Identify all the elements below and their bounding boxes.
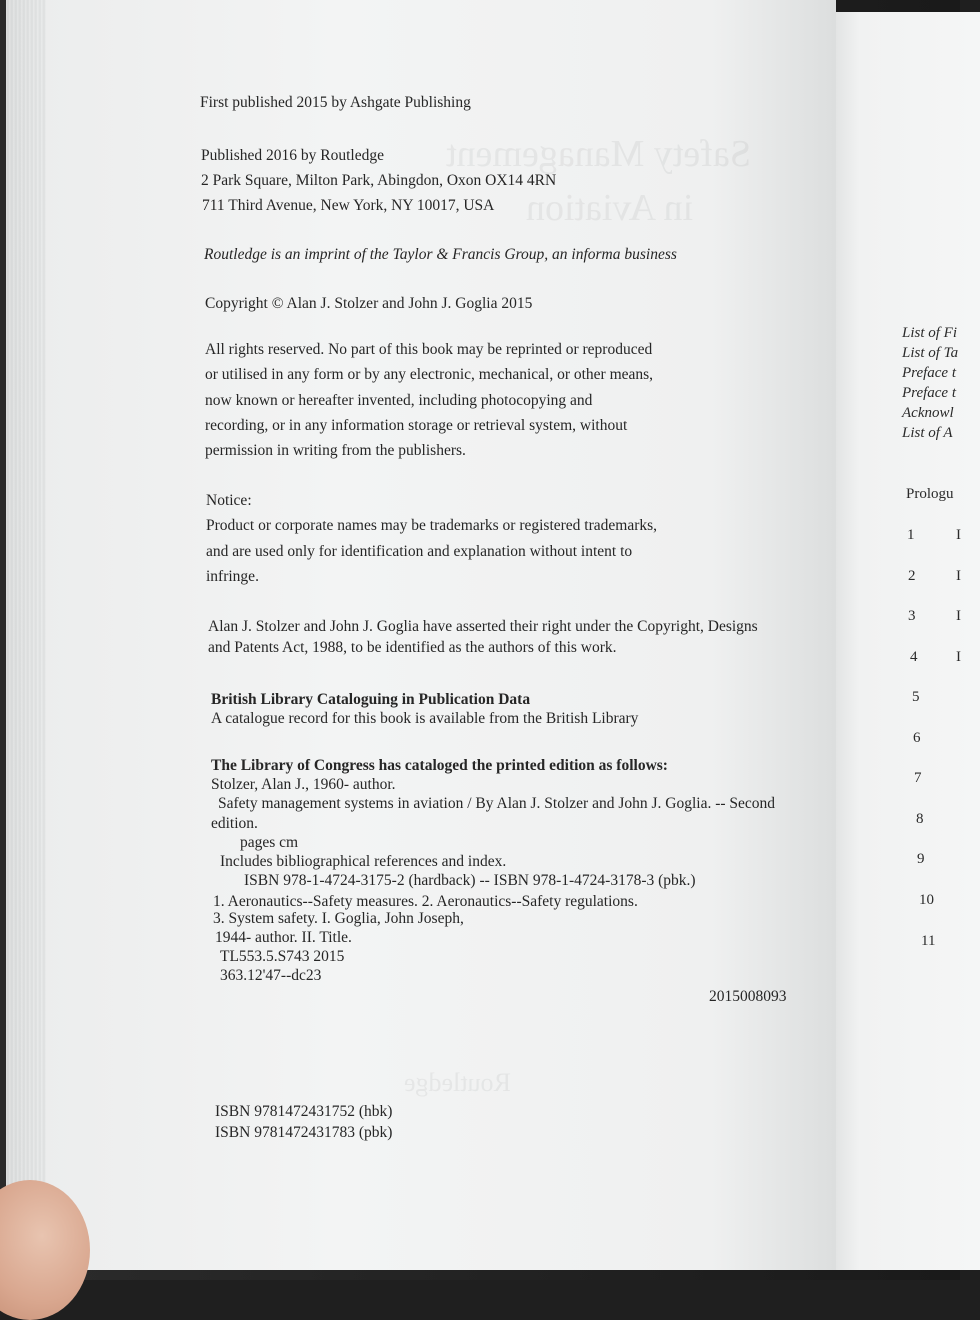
- notice-line-3: infringe.: [206, 568, 259, 585]
- toc-chapter-7: 7: [914, 770, 922, 786]
- loc-heading: The Library of Congress has cataloged the printed edition as follows:: [211, 757, 668, 774]
- rights-line-4: recording, or in any information storage or retrieval system, without: [205, 417, 628, 434]
- loc-line-6: ISBN 978-1-4724-3175-2 (hardback) -- ISBN 978-1-4724-3178-3 (pbk.): [244, 872, 696, 889]
- contents-page: [820, 12, 980, 1270]
- toc-chapter-11: 11: [921, 933, 936, 949]
- loc-line-5: Includes bibliographical references and index.: [220, 853, 507, 870]
- toc-chapter-1-title: I: [956, 527, 961, 543]
- toc-front-matter-3: Preface t: [902, 365, 957, 381]
- notice-heading: Notice:: [206, 492, 252, 509]
- loc-line-10: TL553.5.S743 2015: [220, 948, 345, 965]
- toc-chapter-8: 8: [916, 811, 924, 827]
- bl-text: A catalogue record for this book is available from the British Library: [211, 710, 639, 727]
- loc-line-11: 363.12'47--dc23: [220, 967, 322, 984]
- toc-front-matter-1: List of Fi: [902, 325, 958, 341]
- toc-chapter-4: 4: [910, 649, 918, 665]
- bleed-through-title-1: Safety Management: [446, 133, 751, 175]
- toc-front-matter-2: List of Ta: [902, 345, 959, 361]
- toc-chapter-1: 1: [907, 527, 915, 543]
- bl-heading: British Library Cataloguing in Publication Data: [211, 691, 531, 708]
- rights-line-1: All rights reserved. No part of this book may be reprinted or reproduced: [205, 341, 653, 358]
- assertion-line-2: and Patents Act, 1988, to be identified as the authors of this work.: [208, 639, 617, 656]
- toc-chapter-10: 10: [919, 892, 934, 908]
- toc-chapter-6: 6: [913, 730, 921, 746]
- page-edges: [6, 0, 46, 1270]
- toc-chapter-5: 5: [912, 689, 920, 705]
- toc-chapter-2: 2: [908, 568, 916, 584]
- lccn-number: 2015008093: [709, 988, 787, 1005]
- toc-chapter-9: 9: [917, 851, 925, 867]
- notice-line-2: and are used only for identification and explanation without intent to: [206, 543, 633, 560]
- imprint-line: Routledge is an imprint of the Taylor & Francis Group, an informa business: [204, 246, 677, 263]
- toc-front-matter-4: Preface t: [902, 385, 957, 401]
- first-published-line: First published 2015 by Ashgate Publishing: [200, 94, 471, 111]
- rights-line-3: now known or hereafter invented, including photocopying and: [205, 392, 593, 409]
- loc-line-1: Stolzer, Alan J., 1960- author.: [211, 776, 396, 793]
- loc-line-2: Safety management systems in aviation / By Alan J. Stolzer and John J. Goglia. -- Second: [218, 795, 776, 812]
- bleed-through-title-2: in Aviation: [526, 187, 694, 229]
- loc-line-9: 1944- author. II. Title.: [215, 929, 352, 946]
- rights-line-2: or utilised in any form or by any electronic, mechanical, or other means,: [205, 366, 654, 383]
- isbn-pbk: ISBN 9781472431783 (pbk): [215, 1124, 393, 1141]
- assertion-line-1: Alan J. Stolzer and John J. Goglia have asserted their right under the Copyright, Designs: [208, 618, 758, 635]
- address-us: 711 Third Avenue, New York, NY 10017, USA: [202, 197, 495, 214]
- loc-line-7: 1. Aeronautics--Safety measures. 2. Aeronautics--Safety regulations.: [213, 893, 638, 910]
- loc-line-3: edition.: [211, 815, 258, 832]
- address-uk: 2 Park Square, Milton Park, Abingdon, Oxon OX14 4RN: [201, 172, 557, 189]
- toc-front-matter-5: Acknowl: [902, 405, 954, 421]
- copyright-page: [6, 0, 836, 1270]
- published-line: Published 2016 by Routledge: [201, 147, 384, 164]
- notice-line-1: Product or corporate names may be trademarks or registered trademarks,: [206, 517, 658, 534]
- toc-chapter-2-title: I: [956, 568, 961, 584]
- rights-line-5: permission in writing from the publishers.: [205, 442, 466, 459]
- toc-chapter-3: 3: [908, 608, 916, 624]
- isbn-hbk: ISBN 9781472431752 (hbk): [215, 1103, 393, 1120]
- loc-line-4: pages cm: [240, 834, 299, 851]
- toc-chapter-3-title: I: [956, 608, 961, 624]
- toc-front-matter-6: List of A: [902, 425, 953, 441]
- copyright-line: Copyright © Alan J. Stolzer and John J. Goglia 2015: [205, 295, 533, 312]
- bleed-through-publisher: Routledge: [404, 1068, 511, 1097]
- toc-prologue: Prologu: [906, 486, 954, 502]
- toc-chapter-4-title: I: [956, 649, 961, 665]
- loc-line-8: 3. System safety. I. Goglia, John Joseph,: [213, 910, 464, 927]
